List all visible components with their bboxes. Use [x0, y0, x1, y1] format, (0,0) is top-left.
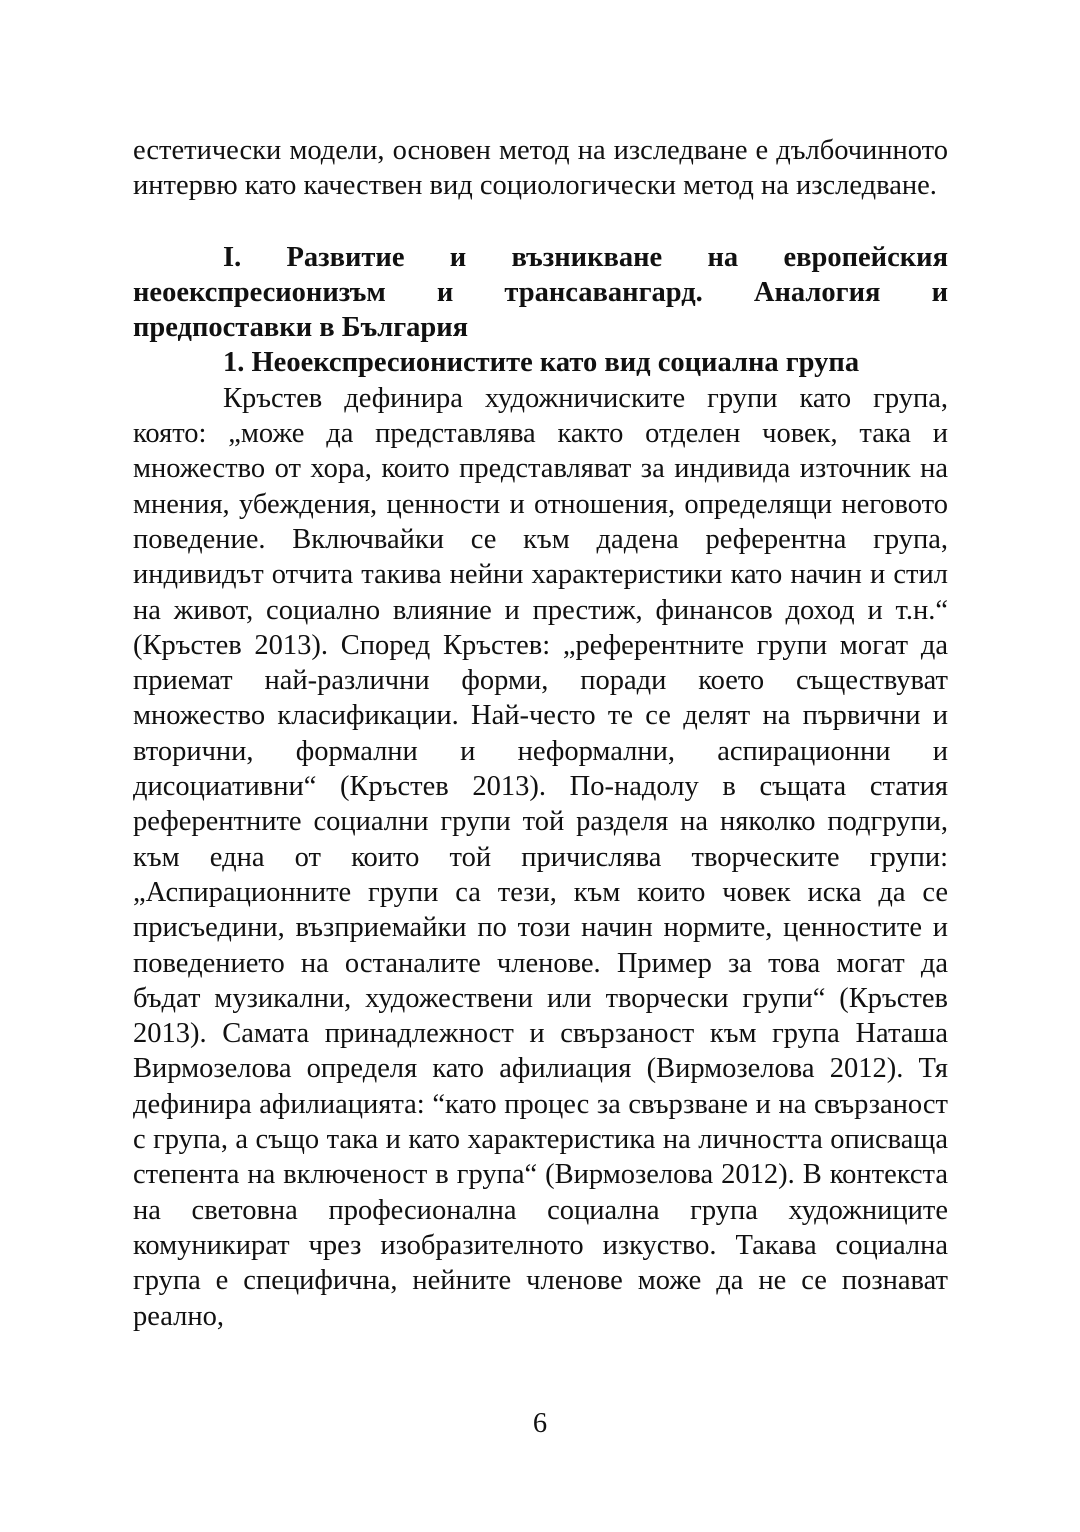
body-paragraph: Кръстев дефинира художничиските групи като група, която: „може да представлява както отделен човек, така и множество от хора, които представляват за индивида източник на мнения, убеждения, ценности и отношения, определящи неговото поведение. Включвайки се към дадена референтна група, индивидът отчита такива нейни характеристики като начин и стил на живот, социално влияние и престиж, финансов доход и т.н.“ (Кръстев 2013). Според Кръстев: „референтните групи могат да приемат най-различни форми, поради което съществуват множество класификации. Най-често те се делят на първични и вторични, формални и неформални, аспирационни и дисоциативни“ (Кръстев 2013). По-надолу в същата статия референтните социални групи той разделя на няколко подгрупи, към една от които той причислява творческите групи: „Аспирационните групи са тези, към които човек иска да се присъедини, възприемайки по този начин нормите, ценностите и поведението на останалите членове. Пример за това могат да бъдат музикални, художествени или творчески групи“ (Кръстев 2013). Самата принадлежност и свързаност към група Наташа Вирмозелова определя като афилиация (Вирмозелова 2012). Тя дефинира афилиацията: “като процес за свързване и на свързаност с група, а също така и като характеристика на личността описваща степента на включеност в група“ (Вирмозелова 2012). В контекста на световна професионална социална група художниците комуникират чрез изобразителното изкуство. Такава социална група е специфична, нейните членове може да не се познават реално,	[133, 382, 948, 1332]
page-number: 6	[532, 1408, 548, 1439]
section-heading: I. Развитие и възникване на европейския неоекспресионизъм и трансавангард. Аналогия и предпоставки в България	[133, 241, 948, 344]
subsection-heading: 1. Неоекспресионистите като вид социална група	[223, 347, 860, 379]
page-content	[133, 133, 948, 1334]
intro-paragraph: естетически модели, основен метод на изследване е дълбочинното интервю като качествен вид социологически метод на изследване.	[133, 135, 948, 202]
